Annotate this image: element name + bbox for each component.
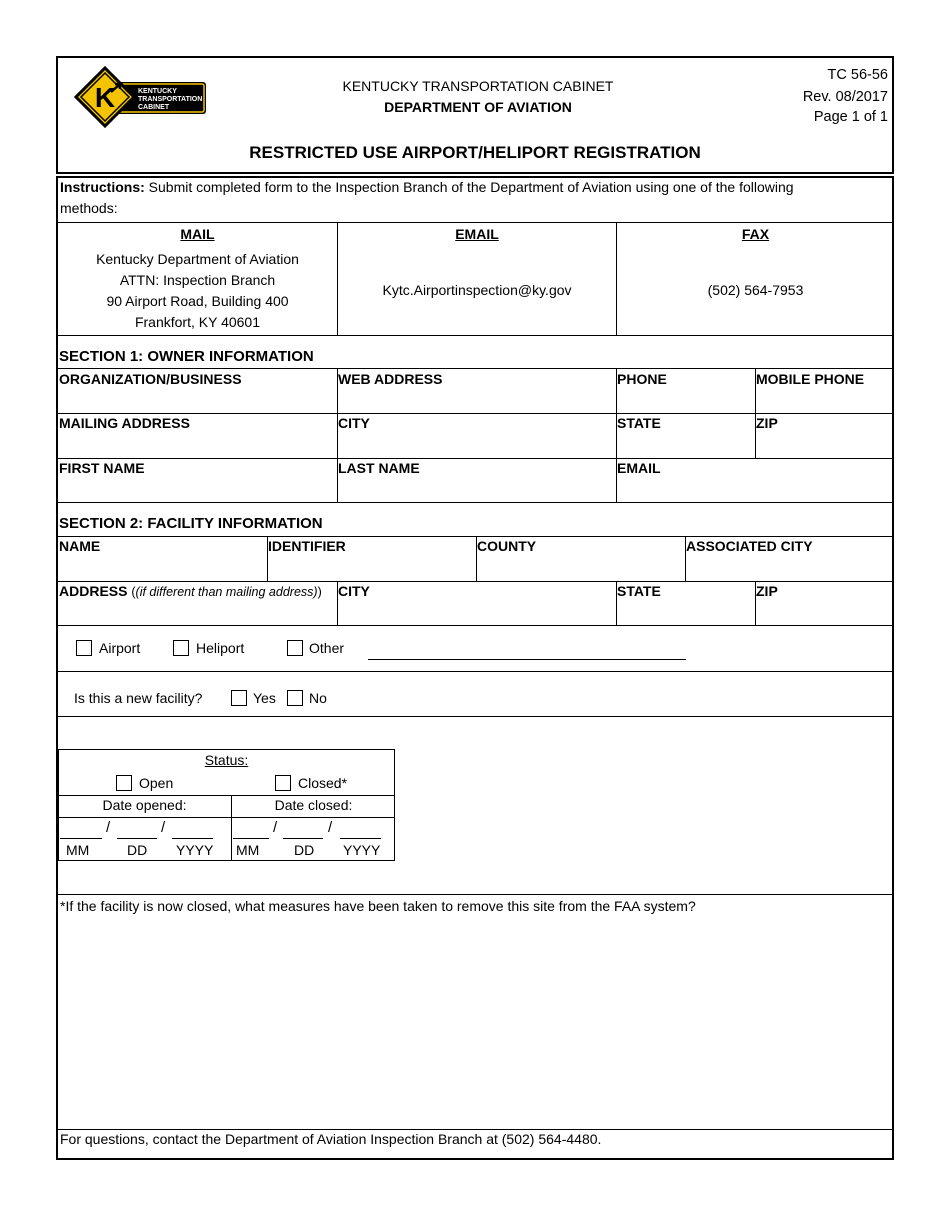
owner-email-field[interactable]: EMAIL [617,460,661,476]
department-name: DEPARTMENT OF AVIATION [384,99,572,115]
last-name-field[interactable]: LAST NAME [338,460,420,476]
date-closed-slash-1: / [273,819,278,836]
instructions-body: Submit completed form to the Inspection Branch of the Department of Aviation using one of the following [148,179,794,195]
mail-line-3: 90 Airport Road, Building 400 [106,293,289,309]
mail-heading: MAIL [180,226,215,242]
divider [58,817,395,818]
date-opened-dd-input[interactable] [117,838,157,839]
page-number: Page 1 of 1 [813,109,888,125]
date-opened-yyyy-input[interactable] [172,838,213,839]
date-closed-yyyy-hint: YYYY [343,842,381,858]
date-opened-label: Date opened: [102,797,187,813]
date-closed-mm-input[interactable] [233,838,269,839]
date-closed-dd-input[interactable] [283,838,323,839]
divider [57,222,893,223]
owner-city-field[interactable]: CITY [338,415,370,431]
instructions-text [60,179,794,195]
divider [57,458,893,459]
email-heading: EMAIL [455,226,499,242]
mail-line-4: Frankfort, KY 40601 [134,314,261,330]
closed-measures-textarea[interactable] [58,918,892,1128]
divider [57,368,893,369]
other-text-input[interactable] [368,659,686,660]
date-opened-dd-hint: DD [127,842,148,858]
facility-zip-field[interactable]: ZIP [756,583,778,599]
date-closed-slash-2: / [328,819,333,836]
divider [57,625,893,626]
date-opened-mm-input[interactable] [60,838,102,839]
new-facility-yes-label: Yes [253,690,276,706]
instructions-text-cont: methods: [60,200,118,216]
revision-date: Rev. 08/2017 [802,89,888,105]
airport-label: Airport [99,640,141,656]
status-open-checkbox[interactable] [116,775,132,791]
divider [57,502,893,503]
phone-field[interactable]: PHONE [617,371,667,387]
status-closed-checkbox[interactable] [275,775,291,791]
ktc-logo-icon [74,66,208,128]
web-address-field[interactable]: WEB ADDRESS [338,371,443,387]
mailing-address-field[interactable]: MAILING ADDRESS [59,415,190,431]
other-label: Other [309,640,345,656]
date-closed-yyyy-input[interactable] [340,838,381,839]
form-title: RESTRICTED USE AIRPORT/HELIPORT REGISTRATION [249,143,701,162]
owner-state-field[interactable]: STATE [617,415,661,431]
status-closed-label: Closed* [298,775,348,791]
divider [57,335,893,336]
divider [57,894,893,895]
fax-value: (502) 564-7953 [707,282,804,298]
owner-zip-field[interactable]: ZIP [756,415,778,431]
mail-line-1: Kentucky Department of Aviation [96,251,299,267]
new-facility-yes-checkbox[interactable] [231,690,247,706]
footer-contact: For questions, contact the Department of Aviation Inspection Branch at (502) 564-4480. [60,1131,602,1147]
heliport-checkbox[interactable] [173,640,189,656]
county-field[interactable]: COUNTY [477,538,537,554]
status-open-label: Open [139,775,174,791]
svg-text:TRANSPORTATION: TRANSPORTATION [138,96,203,103]
facility-address-label: ADDRESS [59,583,128,599]
facility-address-note: (if different than mailing address) [135,585,318,599]
divider [57,716,893,717]
identifier-field[interactable]: IDENTIFIER [268,538,346,554]
divider [337,368,338,502]
date-closed-mm-hint: MM [236,842,260,858]
mail-line-2: ATTN: Inspection Branch [119,272,276,288]
organization-field[interactable]: ORGANIZATION/BUSINESS [59,371,242,387]
org-name: KENTUCKY TRANSPORTATION CABINET [342,78,614,94]
first-name-field[interactable]: FIRST NAME [59,460,145,476]
svg-text:CABINET: CABINET [138,104,170,111]
other-checkbox[interactable] [287,640,303,656]
facility-address-field[interactable]: ADDRESS ((if different than mailing address)) [59,583,322,599]
date-opened-yyyy-hint: YYYY [176,842,214,858]
facility-city-field[interactable]: CITY [338,583,370,599]
facility-name-field[interactable]: NAME [59,538,101,554]
closed-measures-question: *If the facility is now closed, what measures have been taken to remove this site from the FAA system? [60,898,696,914]
associated-city-field[interactable]: ASSOCIATED CITY [686,538,813,554]
divider [57,413,893,414]
svg-text:K: K [94,82,116,113]
airport-checkbox[interactable] [76,640,92,656]
divider [57,581,893,582]
date-closed-dd-hint: DD [294,842,315,858]
section-2-title: SECTION 2: FACILITY INFORMATION [59,515,323,532]
date-opened-slash-2: / [161,819,166,836]
date-opened-mm-hint: MM [66,842,90,858]
email-value[interactable]: Kytc.Airportinspection@ky.gov [382,282,572,298]
date-opened-slash-1: / [106,819,111,836]
svg-text:KENTUCKY: KENTUCKY [138,88,177,95]
heliport-label: Heliport [196,640,245,656]
instructions-label: Instructions: [60,179,145,195]
divider [57,536,893,537]
section-1-title: SECTION 1: OWNER INFORMATION [59,348,314,365]
new-facility-question: Is this a new facility? [74,690,203,706]
divider [57,671,893,672]
form-number: TC 56-56 [827,67,888,83]
ktc-logo [74,66,208,128]
date-closed-label: Date closed: [274,797,353,813]
mobile-phone-field[interactable]: MOBILE PHONE [756,371,865,387]
divider [57,1129,893,1130]
fax-heading: FAX [741,226,770,242]
new-facility-no-checkbox[interactable] [287,690,303,706]
status-heading: Status: [204,752,249,768]
new-facility-no-label: No [309,690,327,706]
facility-state-field[interactable]: STATE [617,583,661,599]
divider [616,368,617,502]
divider [58,795,395,796]
